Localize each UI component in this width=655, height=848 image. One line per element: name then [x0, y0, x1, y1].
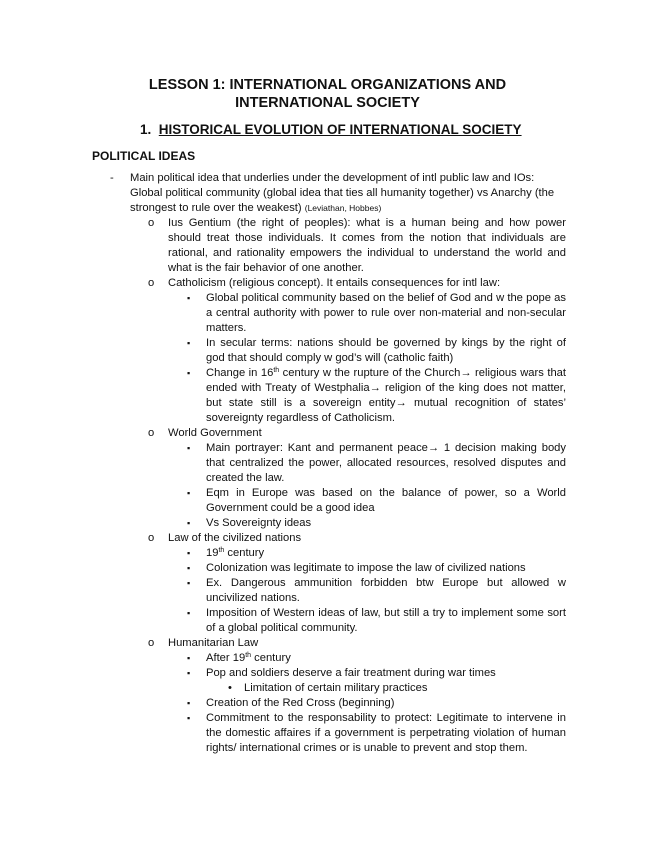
list-item-civilized-nations-century	[92, 546, 566, 561]
square-bullet: ▪	[187, 713, 191, 723]
circle-bullet: o	[148, 277, 155, 289]
square-bullet: ▪	[187, 488, 191, 498]
lesson-title-line-1: LESSON 1: INTERNATIONAL ORGANIZATIONS AND	[148, 77, 507, 93]
list-item-catholicism	[92, 276, 566, 291]
square-bullet: ▪	[187, 518, 191, 528]
square-bullet: ▪	[187, 653, 191, 663]
civilized-nations-item-3: Imposition of Western ideas of law, but still a try to implement some sort of a global political community.	[206, 607, 566, 634]
circle-bullet: o	[148, 427, 155, 439]
humanitarian-red-cross-text: Creation of the Red Cross (beginning)	[206, 697, 395, 709]
square-bullet: ▪	[187, 563, 191, 573]
square-bullet: ▪	[187, 668, 191, 678]
century-word: century	[224, 547, 265, 559]
square-bullet: ▪	[187, 698, 191, 708]
square-bullet: ▪	[187, 578, 191, 588]
circle-bullet: o	[148, 637, 155, 649]
catholicism-text: Catholicism (religious concept). It entails consequences for intl law:	[168, 277, 501, 289]
change-post: century w the rupture of the Church→ religious wars that ended with Treaty of Westphalia→ religion of the king does not matter, but state still is a sovereign entity→ mutual recognition of states’ sovereignty regardless of Catholicism.	[206, 367, 566, 424]
circle-bullet: o	[148, 532, 155, 544]
civilized-nations-item-1: Colonization was legitimate to impose the law of civilized nations	[206, 562, 526, 574]
outline	[92, 171, 566, 756]
subheading-political-ideas: POLITICAL IDEAS	[92, 149, 196, 163]
square-bullet: ▪	[187, 338, 191, 348]
square-bullet: ▪	[187, 368, 191, 378]
humanitarian-limitation-text: Limitation of certain military practices	[244, 682, 428, 694]
list-item-world-government-1	[92, 441, 566, 486]
dash-bullet: -	[110, 172, 114, 184]
list-item-world-government-2	[92, 486, 566, 516]
lesson-title	[0, 76, 655, 112]
century-sup: th	[218, 547, 225, 554]
world-government-item-1: Main portrayer: Kant and permanent peace→ 1 decision making body that centralized the power, allocated resources, resolved disputes and created the law.	[206, 442, 566, 484]
ius-gentium-text: Ius Gentium (the right of peoples): what is a human being and how power should treat those individuals. It comes from the notion that individuals are rational, and rationality empowers the individual to understand the world and what is the fair behavior of one another.	[168, 217, 566, 274]
after-post: century	[251, 652, 291, 664]
circle-bullet: o	[148, 217, 155, 229]
list-item-humanitarian-red-cross	[92, 696, 566, 711]
section-number: 1.	[140, 122, 152, 137]
section-heading	[140, 122, 522, 138]
after-pre: After 19	[206, 652, 246, 664]
square-bullet: ▪	[187, 443, 191, 453]
list-item-civilized-nations-2	[92, 576, 566, 606]
catholicism-item-1: Global political community based on the belief of God and w the pope as a central authority with power to rule over non-material and non-secular matters.	[206, 292, 566, 334]
list-item-world-government	[92, 426, 566, 441]
humanitarian-law-text: Humanitarian Law	[168, 637, 259, 649]
section-title: HISTORICAL EVOLUTION OF INTERNATIONAL SOCIETY	[158, 122, 522, 137]
list-item-main-idea	[92, 171, 566, 216]
list-item-catholicism-1	[92, 291, 566, 336]
list-item-catholicism-3	[92, 366, 566, 426]
square-bullet: ▪	[187, 548, 191, 558]
humanitarian-pop-text: Pop and soldiers deserve a fair treatment during war times	[206, 667, 496, 679]
world-government-text: World Government	[168, 427, 262, 439]
list-item-catholicism-2	[92, 336, 566, 366]
change-sup: th	[273, 367, 280, 374]
list-item-humanitarian-commitment	[92, 711, 566, 756]
change-pre: Change in 16	[206, 367, 274, 379]
world-government-item-2: Eqm in Europe was based on the balance of power, so a World Government could be a good idea	[206, 487, 566, 514]
catholicism-item-2: In secular terms: nations should be governed by kings by the right of god that should comply w god’s will (catholic faith)	[206, 337, 566, 364]
list-item-civilized-nations-1	[92, 561, 566, 576]
list-item-humanitarian-after	[92, 651, 566, 666]
square-bullet: ▪	[187, 608, 191, 618]
after-sup: th	[245, 652, 252, 659]
list-item-humanitarian-law	[92, 636, 566, 651]
century-number: 19	[206, 547, 219, 559]
list-item-humanitarian-pop	[92, 666, 566, 681]
list-item-civilized-nations	[92, 531, 566, 546]
lesson-title-line-2: INTERNATIONAL SOCIETY	[235, 95, 420, 111]
main-idea-text: Main political idea that underlies under the development of intl public law and IOs: Global political community (global idea that ties all humanity together) vs Anarchy (the strongest to rule over the weakest)	[130, 172, 555, 214]
square-bullet: ▪	[187, 293, 191, 303]
dot-bullet: •	[228, 682, 232, 694]
list-item-civilized-nations-3	[92, 606, 566, 636]
main-idea-note: (Leviathan, Hobbes)	[304, 203, 382, 213]
civilized-nations-text: Law of the civilized nations	[168, 532, 302, 544]
list-item-humanitarian-limitation	[92, 681, 566, 696]
list-item-ius-gentium	[92, 216, 566, 276]
civilized-nations-item-2: Ex. Dangerous ammunition forbidden btw Europe but allowed w uncivilized nations.	[206, 577, 566, 604]
humanitarian-commitment-text: Commitment to the responsability to protect: Legitimate to intervene in the domestic affaires if a government is perpetrating violation of human rights/ international crimes or is unable to prevent and stop them.	[206, 712, 566, 754]
list-item-world-government-3	[92, 516, 566, 531]
world-government-item-3: Vs Sovereignty ideas	[206, 517, 312, 529]
